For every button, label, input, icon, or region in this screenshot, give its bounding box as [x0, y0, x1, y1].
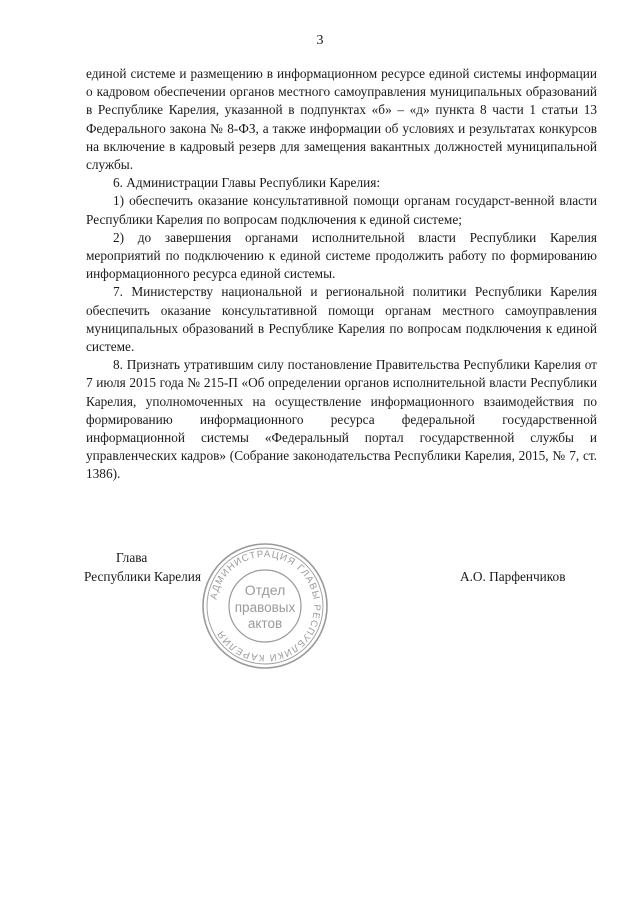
signatory-name: А.О. Парфенчиков [460, 569, 566, 584]
stamp-center-line3: актов [247, 616, 283, 631]
paragraph-subitem-1: 1) обеспечить оказание консультативной помощи органам государст-венной власти Республики Карелия по вопросам подключения к единой системе; [86, 193, 597, 227]
official-stamp [199, 540, 331, 672]
paragraph-subitem-2: 2) до завершения органами исполнительной власти Республики Карелия мероприятий по подключению к единой системе продолжить работу по формированию информационного ресурса единой системы. [86, 229, 597, 282]
paragraph-item-8: 8. Признать утратившим силу постановление Правительства Республики Карелия от 7 июля 2015 года № 215-П «Об определении органов исполнительной власти Республики Карелия, уполномоченных на осуществление информационного взаимодействия по формированию информационного ресурса федеральной государственной информационной системы «Федеральный портал государственной службы и управленческих кадров» (Собрание законодательства Республики Карелия, 2015, № 7, ст. 1386). [86, 357, 597, 482]
paragraph-item-7: 7. Министерству национальной и региональной политики Республики Карелия обеспечить оказание консультативной помощи органам местного самоуправления муниципальных образований в Республике Карелия по вопросам подключения к единой системе. [86, 284, 597, 355]
paragraph-item-6: 6. Администрации Главы Республики Карелия: [113, 175, 381, 191]
page-number: 3 [316, 33, 324, 48]
stamp-center-line1: Отдел [244, 582, 286, 598]
signatory-title-line1: Глава [116, 550, 148, 565]
signatory-title-line2: Республики Карелия [84, 569, 202, 584]
paragraph-continuation: единой системе и размещению в информационном ресурсе единой системы информации о кадровом обеспечении органов местного самоуправления муниципальных образований в Республике Карелия, указанной в подпунктах «б» – «д» пункта 8 части 1 статьи 13 Федерального закона № 8-ФЗ, а также информации об условиях и результатах конкурсов на включение в кадровый резерв для замещения вакантных должностей муниципальной службы. [86, 66, 597, 173]
signature-block [0, 540, 640, 690]
document-body [86, 65, 597, 484]
stamp-center-line2: правовых [234, 600, 296, 615]
stamp-ring-text: АДМИНИСТРАЦИЯ ГЛАВЫ РЕСПУБЛИКИ КАРЕЛИЯ [208, 548, 323, 664]
